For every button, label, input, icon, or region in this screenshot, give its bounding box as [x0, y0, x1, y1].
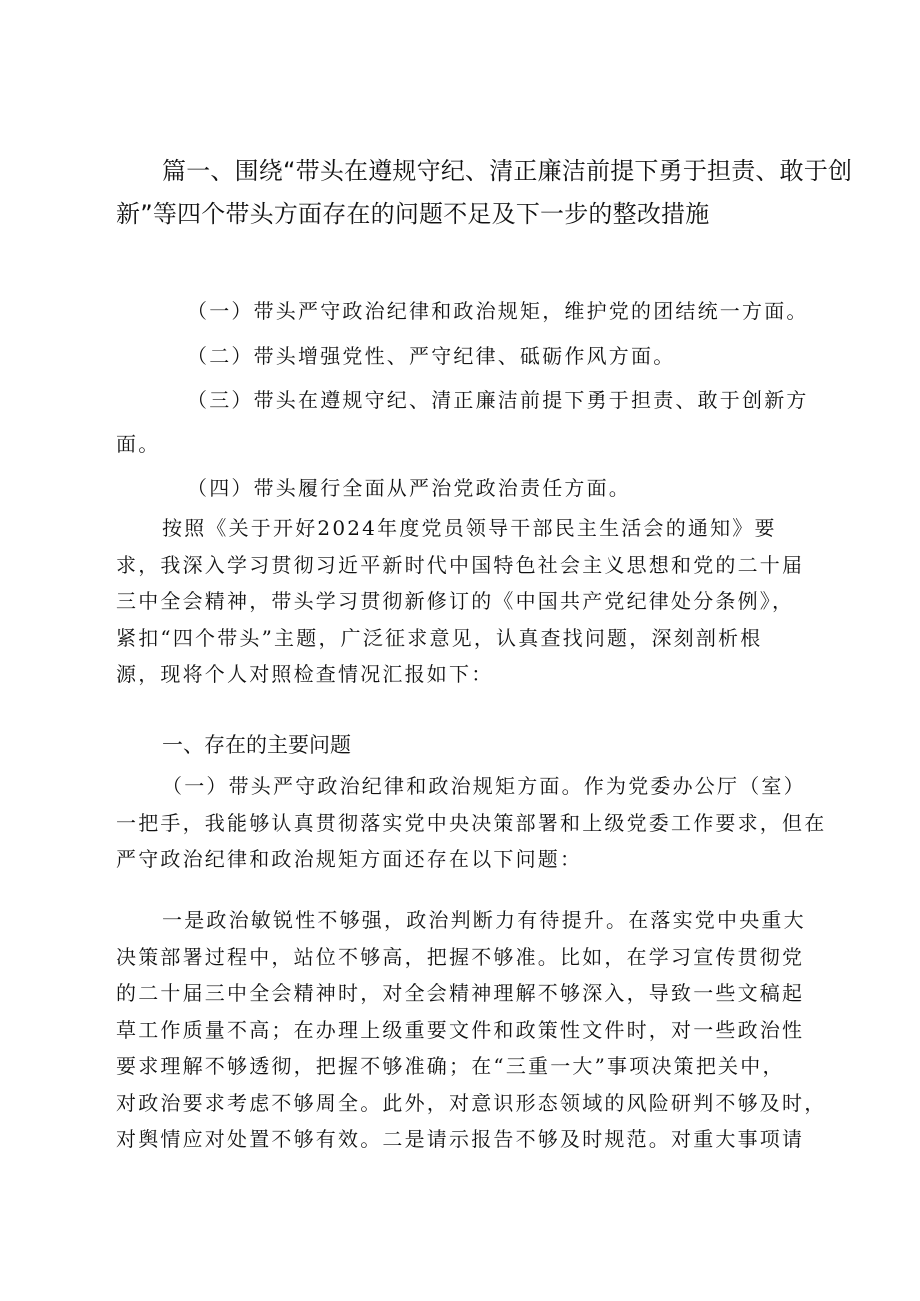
- paragraph-line: 决策部署过程中，站位不够高，把握不够准。比如，在学习宣传贯彻党: [116, 944, 805, 969]
- paragraph-line: 草工作质量不高；在办理上级重要文件和政策性文件时，对一些政治性: [116, 1017, 805, 1042]
- title-line: 新”等四个带头方面存在的问题不足及下一步的整改措施: [116, 200, 710, 228]
- section-heading: 一、存在的主要问题: [162, 733, 351, 757]
- paragraph-line: 对政治要求考虑不够周全。此外，对意识形态领域的风险研判不够及时，: [116, 1090, 827, 1115]
- list-item: （二）带头增强党性、严守纪律、砥砺作风方面。: [187, 344, 676, 368]
- paragraph-line: 的二十届三中全会精神时，对全会精神理解不够深入，导致一些文稿起: [116, 981, 805, 1005]
- paragraph-line: 源，现将个人对照检查情况汇报如下：: [116, 662, 494, 686]
- paragraph-line: 紧扣“四个带头”主题，广泛征求意见，认真查找问题，深刻剖析根: [116, 625, 763, 650]
- paragraph-line: 按照《关于开好2024年度党员领导干部民主生活会的通知》要: [162, 516, 777, 540]
- section1-body-paragraph: [116, 902, 844, 1158]
- paragraph-line: 严守政治纪律和政治规矩方面还存在以下问题：: [116, 847, 583, 871]
- paragraph-line: 一是政治敏锐性不够强，政治判断力有待提升。在落实党中央重大: [162, 908, 806, 932]
- list-item: （三）带头在遵规守纪、清正廉洁前提下勇于担责、敢于创新方: [187, 388, 809, 412]
- section1-paragraph: [116, 768, 844, 878]
- list-item-continuation: 面。: [116, 432, 161, 456]
- paragraph-line: 对舆情应对处置不够有效。二是请示报告不够及时规范。对重大事项请: [116, 1127, 805, 1151]
- document-title: [116, 150, 853, 236]
- paragraph-line: 求，我深入学习贯彻习近平新时代中国特色社会主义思想和党的二十届: [116, 552, 805, 577]
- list-item: （一）带头严守政治纪律和政治规矩，维护党的团结统一方面。: [187, 299, 809, 323]
- title-line: 篇一、围绕“带头在遵规守纪、清正廉洁前提下勇于担责、敢于创: [162, 157, 853, 185]
- paragraph-line: 要求理解不够透彻，把握不够准确；在“三重一大”事项决策把关中，: [116, 1054, 785, 1078]
- paragraph-line: 一把手，我能够认真贯彻落实党中央决策部署和上级党委工作要求，但在: [116, 810, 827, 835]
- intro-paragraph: [116, 510, 844, 693]
- list-item: （四）带头履行全面从严治党政治责任方面。: [187, 476, 631, 500]
- paragraph-line: （一）带头严守政治纪律和政治规矩方面。作为党委办公厅（室）: [162, 774, 806, 798]
- paragraph-line: 三中全会精神，带头学习贯彻新修订的《中国共产党纪律处分条例》，: [116, 589, 795, 613]
